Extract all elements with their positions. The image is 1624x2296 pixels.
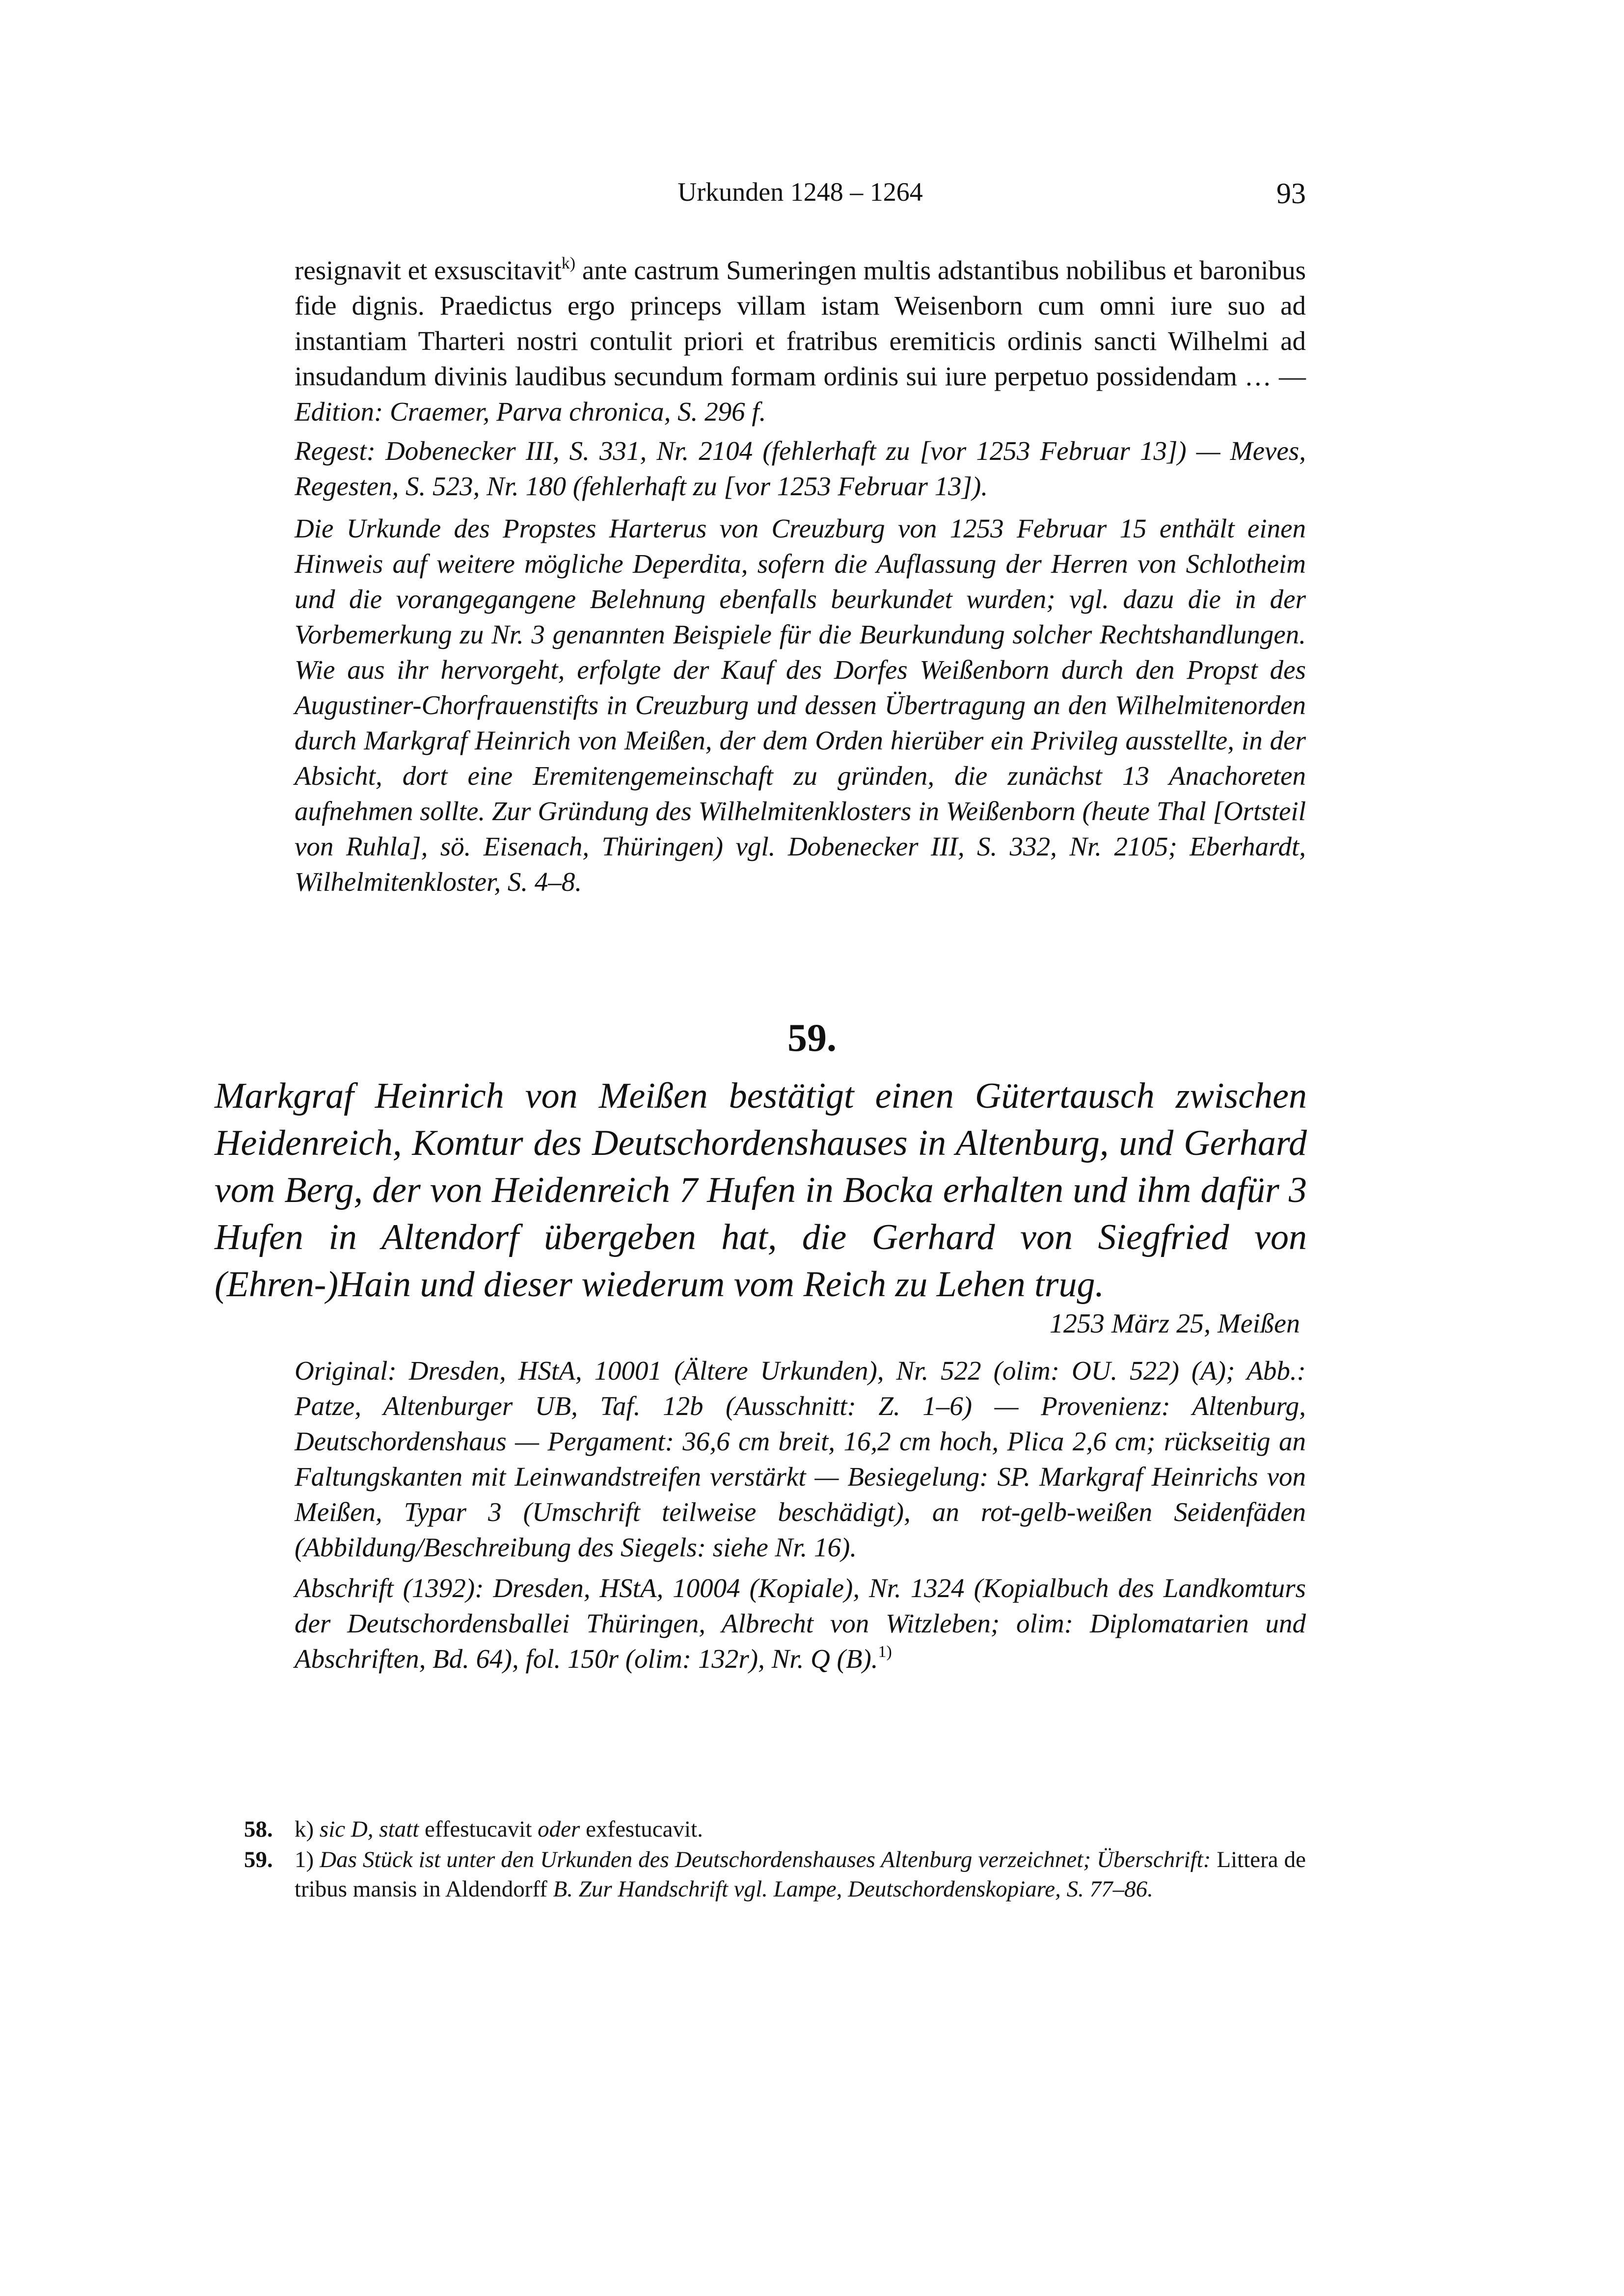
document-summary: Markgraf Heinrich von Meißen bestätigt einen Gütertausch zwischen Heidenreich, Komtur des Deutschordenshauses in Altenburg, und Gerhard vom Berg, der von Heidenreich 7 Hufen in Bocka erhalten und ihm dafür 3 Hufen in Altendorf übergeben hat, die Gerhard von Siegfried von (Ehren-)Hain und dieser wiederum vom Reich zu Lehen trug. (215, 1076, 1307, 1305)
latin-text-paragraph (295, 253, 1306, 429)
commentary-paragraph: Die Urkunde des Propstes Harterus von Creuzburg von 1253 Februar 15 enthält einen Hinweis auf weitere mögliche Deperdita, sofern die Auflassung der Herren von Schlotheim und die vorangegangene Belehnung ebenfalls beurkundet wurden; vgl. dazu die in der Vorbemerkung zu Nr. 3 genannten Beispiele für die Beurkundung solcher Rechtshandlungen. Wie aus ihr hervorgeht, erfolgte der Kauf des Dorfes Weißenborn durch den Propst des Augustiner-Chorfrauenstifts in Creuzburg und dessen Übertragung an den Wilhelmitenorden durch Markgraf Heinrich von Meißen, der dem Orden hierüber ein Privileg ausstellte, in der Absicht, dort eine Eremitengemeinschaft zu gründen, die zunächst 13 Anachoreten aufnehmen sollte. Zur Gründung des Wilhelmitenklosters in Weißenborn (heute Thal [Ortsteil von Ruhla], sö. Eisenach, Thüringen) vgl. Dobenecker III, S. 332, Nr. 2105; Eberhardt, Wilhelmitenkloster, S. 4–8. (295, 513, 1306, 897)
regest-paragraph: Regest: Dobenecker III, S. 331, Nr. 2104 (fehlerhaft zu [vor 1253 Februar 13]) — Meves, Regesten, S. 523, Nr. 180 (fehlerhaft zu [vor 1253 Februar 13]). (295, 436, 1306, 501)
footnote-text: B. Zur Handschrift vgl. Lampe, Deutschordenskopiare, S. 77–86. (547, 1876, 1153, 1902)
footnote-text: Littera de tribus mansis in Aldendorff (295, 1847, 1306, 1902)
footnote-marker-k: k) (561, 254, 576, 272)
footnote-marker: 1) (295, 1847, 320, 1872)
footnote-58 (244, 1815, 1306, 1844)
page-number: 93 (1276, 177, 1306, 210)
latin-text-start: resignavit et exsuscitavit (295, 255, 562, 285)
original-description: Original: Dresden, HStA, 10001 (Ältere Urkunden), Nr. 522 (olim: OU. 522) (A); Abb.: Patze, Altenburger UB, Taf. 12b (Ausschnitt: Z. 1–6) — Provenienz: Altenburg, Deutschordenshaus — Pergament: 36,6 cm breit, 16,2 cm hoch, Plica 2,6 cm; rückseitig an Faltungskanten mit Leinwandstreifen verstärkt — Besiegelung: SP. Markgraf Heinrichs von Meißen, Typar 3 (Umschrift teilweise beschädigt), an rot-gelb-weißen Seidenfäden (Abbildung/Beschreibung des Siegels: siehe Nr. 16). (295, 1356, 1306, 1562)
edition-reference: Edition: Craemer, Parva chronica, S. 296 f. (295, 397, 766, 427)
copy-description-text: Abschrift (1392): Dresden, HStA, 10004 (Kopiale), Nr. 1324 (Kopialbuch des Landkomturs der Deutschordensballei Thüringen, Albrecht von Witzleben; olim: Diplomatarien und Abschriften, Bd. 64), fol. 150r (olim: 132r), Nr. Q (B). (295, 1573, 1306, 1674)
footnote-text: Das Stück ist unter den Urkunden des Deutschordenshauses Altenburg verzeichnet; Überschrift: (320, 1847, 1217, 1872)
footnote-number: 59. (244, 1847, 273, 1872)
footnote-body (295, 1815, 1306, 1844)
footnote-text: sic D, statt (319, 1816, 425, 1842)
copy-description (295, 1571, 1306, 1677)
footnote-body (295, 1845, 1306, 1904)
dateline: 1253 März 25, Meißen (1049, 1308, 1300, 1339)
footnote-marker-1: 1) (878, 1643, 892, 1661)
footnote-number: 58. (244, 1816, 273, 1842)
footnote-marker: k) (295, 1816, 320, 1842)
latin-text-rest: ante castrum Sumeringen multis adstantibus nobilibus et baronibus fide dignis. Praedictus ergo princeps villam istam Weisenborn cum omni iure suo ad instantiam Tharteri nostri contulit priori et fratribus eremiticis ordinis sancti Wilhelmi ad insudandum divinis laudibus secundum formam ordinis sui iure perpetuo possidendam … — (295, 255, 1306, 391)
running-title: Urkunden 1248 – 1264 (677, 177, 923, 207)
footnote-59 (244, 1845, 1306, 1904)
previous-document-text (295, 253, 1306, 429)
document-number: 59. (787, 1016, 837, 1060)
footnote-text: effestucavit (425, 1816, 532, 1842)
footnote-text: oder (532, 1816, 586, 1842)
footnote-text: exfestucavit. (586, 1816, 703, 1842)
